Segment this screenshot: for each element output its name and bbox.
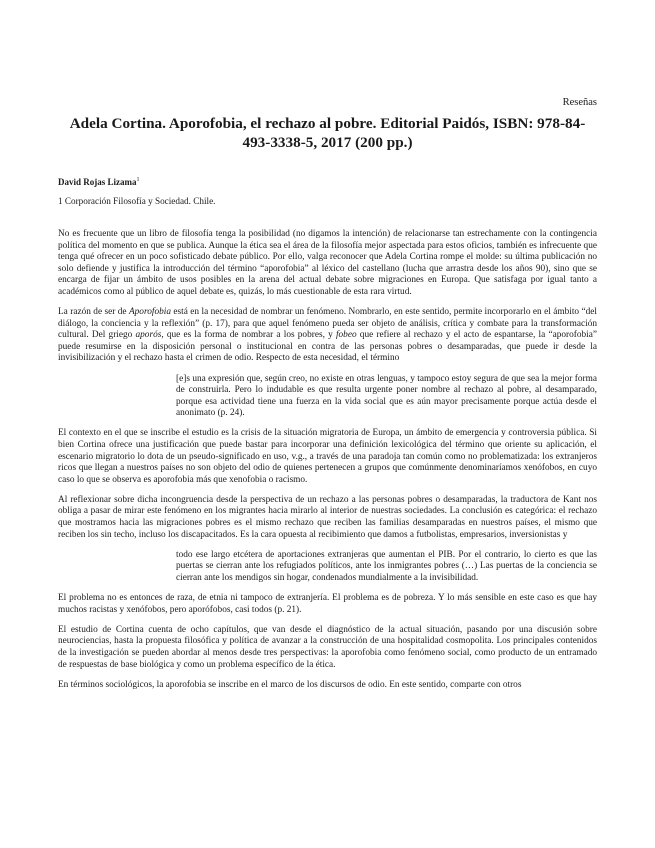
paragraph-6: El estudio de Cortina cuenta de ocho capítulos, que van desde el diagnóstico de la actual situación, pasando por una discusión sobre neurociencias, hasta la propuesta filosófica y política de avanzar a la construcción de una hospitalidad cosmopolita. Los principales contenidos de la investigación se pueden abordar al menos desde tres perspectivas: la aporofobia como fenómeno social, como producto de un entramado de respuestas de base biológica y como un problema específico de la ética. (58, 624, 597, 670)
greek-term-aporos: aporós (135, 330, 162, 341)
paragraph-7: En términos sociológicos, la aporofobia se inscribe en el marco de los discursos de odio. En este sentido, comparte con otros (58, 679, 522, 690)
p2-text-c: , que es la forma de nombrar a los pobres, y (161, 330, 336, 341)
block-quote-2: todo ese largo etcétera de aportaciones extranjeras que aumentan el PIB. Por el contrario, lo cierto es que las puertas se cierran ante los refugiados políticos, ante los inmigrantes pobres (…) Las puertas de la conciencia se cierran ante los mendigos sin hogar, condenados mundialmente a la invisibilidad. (176, 549, 597, 583)
paragraph-3: El contexto en el que se inscribe el estudio es la crisis de la situación migratoria de Europa, un ámbito de emergencia y controversia pública. Si bien Cortina ofrece una justificación que puede bastar para incorporar una definición lexicológica del término que oriente su aplicación, el escenario migratorio lo dota de un pseudo-significado en uso, v.g., a través de una paradoja tan común como no problematizada: los extranjeros ricos que llegan a nuestros países no son objeto del odio de quienes pertenecen a grupos que comúnmente denominaríamos xenófobos, en cuyo caso lo que se observa es aporofobia más que xenofobia o racismo. (58, 428, 597, 485)
p2-text-d: que refiere al rechazo y el acto de espantarse, la “aporofobia” puede resumirse en la disposición personal o institucional en contra de las personas pobres o desamparadas, que puede ir desde la invisibilización y el rechazo hasta el crimen de odio. Respecto de esta necesidad, el término (58, 330, 597, 364)
author-name: David Rojas Lizama (58, 177, 137, 187)
paragraph-1: No es frecuente que un libro de filosofía tenga la posibilidad (no digamos la intención) de relacionarse tan estrechamente con la contingencia política del momento en que se publica. Aunque la ética sea el área de la filosofía mejor aspectada para estos oficios, también es infrecuente que tenga qué ofrecer en un poco sofisticado debate público. Por ello, valga reconocer que Adela Cortina rompe el molde: su última publicación no solo defiende y justifica la introducción del término “aporofobia” al léxico del castellano (lucha que arrastra desde los años 90), sino que se encarga de fijar un ámbito de usos posibles en la arena del actual debate sobre migraciones en Europa. Que satisfaga por igual tanto a académicos como al público de aquel debate es, quizás, lo más cuestionable de esta rara virtud. (58, 229, 597, 297)
book-title-italic: Aporofobia (128, 307, 171, 318)
p2-text-b: está en la necesidad de nombrar un fenómeno. Nombrarlo, en este sentido, permite incorporarlo en el ámbito “del diálogo, la conciencia y la reflexión” (p. 17), para que aquel fenómeno pueda ser objeto de análisis, crítica y combate para la transformación cultural. Del griego (58, 307, 597, 341)
author-footnote-mark[interactable]: 1 (136, 177, 140, 183)
greek-term-fobeo: fobeo (335, 330, 357, 341)
author-affiliation: 1 Corporación Filosofía y Sociedad. Chile. (58, 196, 216, 206)
review-body (58, 229, 597, 700)
paragraph-5: El problema no es entonces de raza, de etnia ni tampoco de extranjería. El problema es de pobreza. Y lo más sensible en este caso es que hay muchos racistas y xenófobos, pero aporófobos, casi todos (p. 21). (58, 593, 597, 615)
paragraph-2 (58, 307, 597, 365)
article-title: Adela Cortina. Aporofobia, el rechazo al pobre. Editorial Paidós, ISBN: 978-84-493-3338-5, 2017 (200 pp.) (69, 115, 586, 151)
block-quote-1: [e]s una expresión que, según creo, no existe en otras lenguas, y tampoco estoy segura de que sea la mejor forma de construirla. Pero lo indudable es que resulta urgente poner nombre al rechazo al pobre, al desamparado, porque esa actividad tiene una fuerza en la vida social que es aún mayor precisamente porque actúa desde el anonimato (p. 24). (176, 373, 597, 419)
author-line (58, 177, 140, 187)
p2-text-a: La razón de ser de (58, 307, 129, 318)
paragraph-4: Al reflexionar sobre dicha incongruencia desde la perspectiva de un rechazo a las personas pobres o desamparadas, la traductora de Kant nos obliga a pasar de mirar este fenómeno en los migrantes hacia mirarlo al interior de nuestras sociedades. La conclusión es categórica: el rechazo que mostramos hacia las migraciones pobres es el mismo rechazo que reciben las familias desamparadas en nuestros países, el mismo que reciben los sin techo, incluso los discapacitados. Es la cara opuesta al recibimiento que damos a futbolistas, empresarios, inversionistas y (58, 494, 597, 540)
section-label: Reseñas (562, 97, 597, 108)
